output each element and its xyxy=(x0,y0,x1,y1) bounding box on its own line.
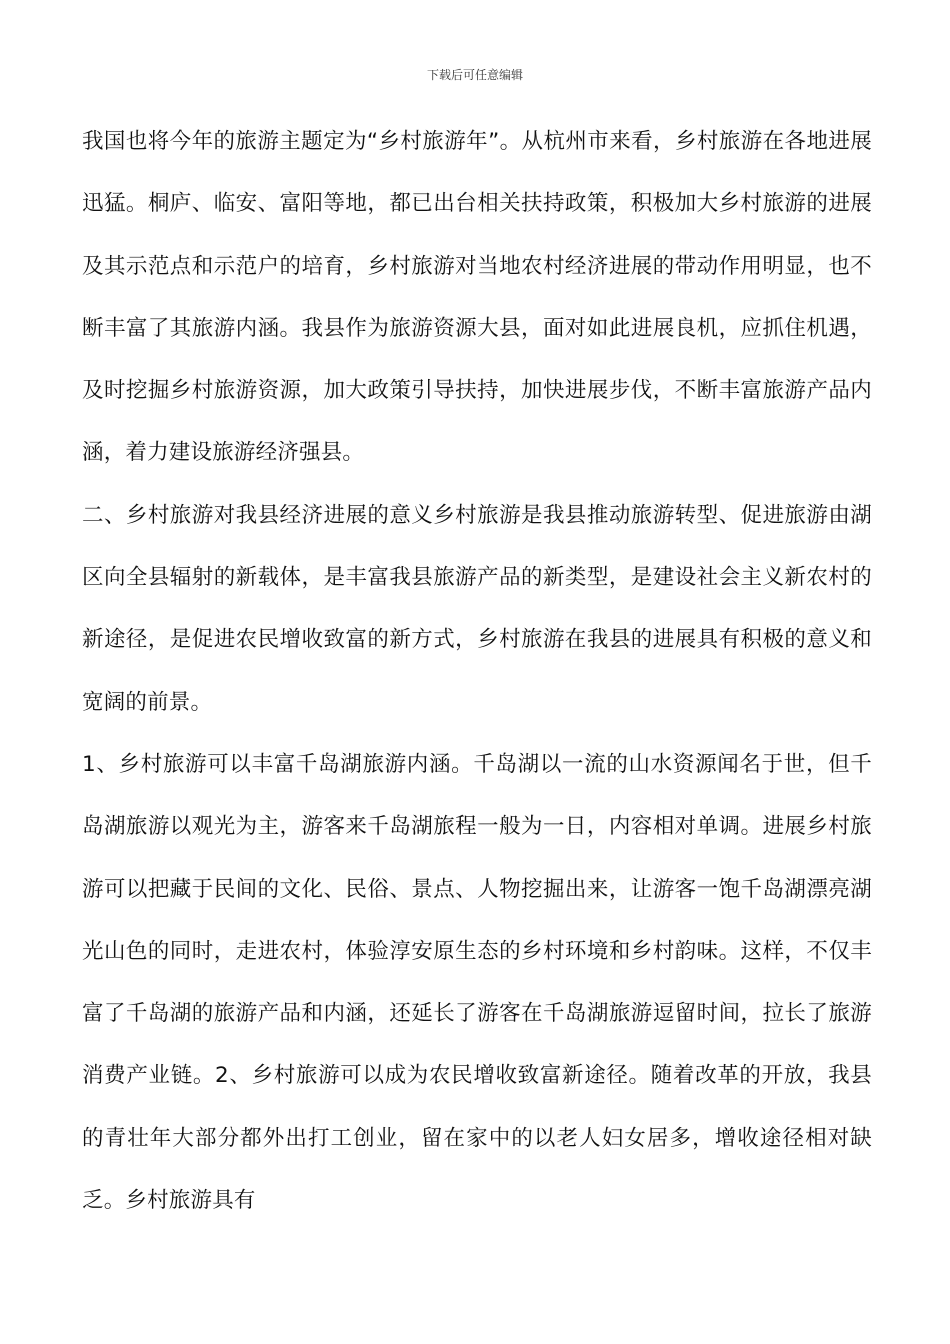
paragraph-rural-tourism-year: 我国也将今年的旅游主题定为“乡村旅游年”。从杭州市来看，乡村旅游在各地进展迅猛。桐庐、临安、富阳等地，都已出台相关扶持政策，积极加大乡村旅游的进展及其示范点和示范户的培育，乡村旅游对当地农村经济进展的带动作用明显，也不断丰富了其旅游内涵。我县作为旅游资源大县，面对如此进展良机，应抓住机遇，及时挖掘乡村旅游资源，加大政策引导扶持，加快进展步伐，不断丰富旅游产品内涵，着力建设旅游经济强县。 xyxy=(82,129,872,466)
paragraph-qiandao-lake: 1、乡村旅游可以丰富千岛湖旅游内涵。千岛湖以一流的山水资源闻名于世，但千岛湖旅游以观光为主，游客来千岛湖旅程一般为一日，内容相对单调。进展乡村旅游可以把藏于民间的文化、民俗、景点、人物挖掘出来，让游客一饱千岛湖漂亮湖光山色的同时，走进农村，体验淳安原生态的乡村环境和乡村韵味。这样，不仅丰富了千岛湖的旅游产品和内涵，还延长了游客在千岛湖旅游逗留时间，拉长了旅游消费产业链。2、乡村旅游可以成为农民增收致富新途径。随着改革的开放，我县的青壮年大部分都外出打工创业，留在家中的以老人妇女居多，增收途径相对缺乏。乡村旅游具有 xyxy=(82,751,872,1214)
paragraph-significance: 二、乡村旅游对我县经济进展的意义乡村旅游是我县推动旅游转型、促进旅游由湖区向全县辐射的新载体，是丰富我县旅游产品的新类型，是建设社会主义新农村的新途径，是促进农民增收致富的新方式，乡村旅游在我县的进展具有积极的意义和宽阔的前景。 xyxy=(82,502,872,715)
page-header: 下载后可任意编辑 xyxy=(426,68,523,82)
document-body xyxy=(82,111,872,1232)
